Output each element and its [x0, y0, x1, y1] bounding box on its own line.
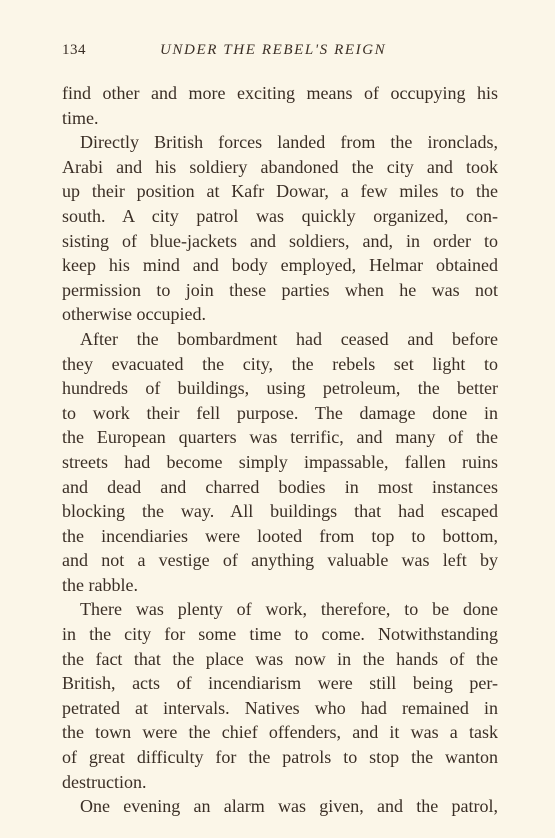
text-line: south. A city patrol was quickly organized, con-	[62, 205, 498, 226]
text-line: sisting of blue-jackets and soldiers, and, in order to	[62, 230, 498, 251]
text-line: British, acts of incendiarism were still being per-	[62, 673, 498, 694]
text-line: find other and more exciting means of occupying his	[62, 83, 498, 103]
text-line: the European quarters was terrific, and many of the	[62, 427, 498, 448]
text-line: permission to join these parties when he was not	[62, 279, 498, 300]
page-header	[62, 42, 497, 66]
page-number: 134	[62, 42, 86, 58]
text-line: in the city for some time to come. Notwithstanding	[62, 624, 498, 645]
text-line: petrated at intervals. Natives who had remained in	[62, 697, 498, 718]
text-line: and dead and charred bodies in most instances	[62, 476, 498, 497]
running-title: UNDER THE REBEL'S REIGN	[160, 42, 387, 58]
text-line: destruction.	[62, 771, 147, 792]
text-line: streets had become simply impassable, fallen ruins	[62, 451, 498, 472]
text-line: One evening an alarm was given, and the patrol,	[80, 796, 498, 817]
text-line: There was plenty of work, therefore, to be done	[80, 599, 498, 620]
text-line: of great difficulty for the patrols to stop the wanton	[62, 747, 498, 768]
text-line: Arabi and his soldiery abandoned the city and took	[62, 156, 498, 177]
text-line: Directly British forces landed from the ironclads,	[80, 132, 498, 153]
text-line: blocking the way. All buildings that had escaped	[62, 501, 498, 522]
text-line: hundreds of buildings, using petroleum, the better	[62, 378, 498, 399]
text-line: time.	[62, 107, 99, 128]
text-line: the town were the chief offenders, and it was a task	[62, 722, 498, 743]
text-line: the incendiaries were looted from top to bottom,	[62, 525, 498, 546]
text-line: up their position at Kafr Dowar, a few miles to the	[62, 181, 498, 202]
text-line: the fact that the place was now in the hands of the	[62, 648, 498, 669]
text-line: keep his mind and body employed, Helmar obtained	[62, 255, 498, 276]
text-line: the rabble.	[62, 574, 138, 595]
text-line: and not a vestige of anything valuable was left by	[62, 550, 498, 571]
text-line: they evacuated the city, the rebels set light to	[62, 353, 498, 374]
body-text	[62, 81, 498, 819]
text-line: After the bombardment had ceased and before	[80, 328, 498, 349]
text-line: to work their fell purpose. The damage done in	[62, 402, 498, 423]
text-line: otherwise occupied.	[62, 304, 206, 325]
